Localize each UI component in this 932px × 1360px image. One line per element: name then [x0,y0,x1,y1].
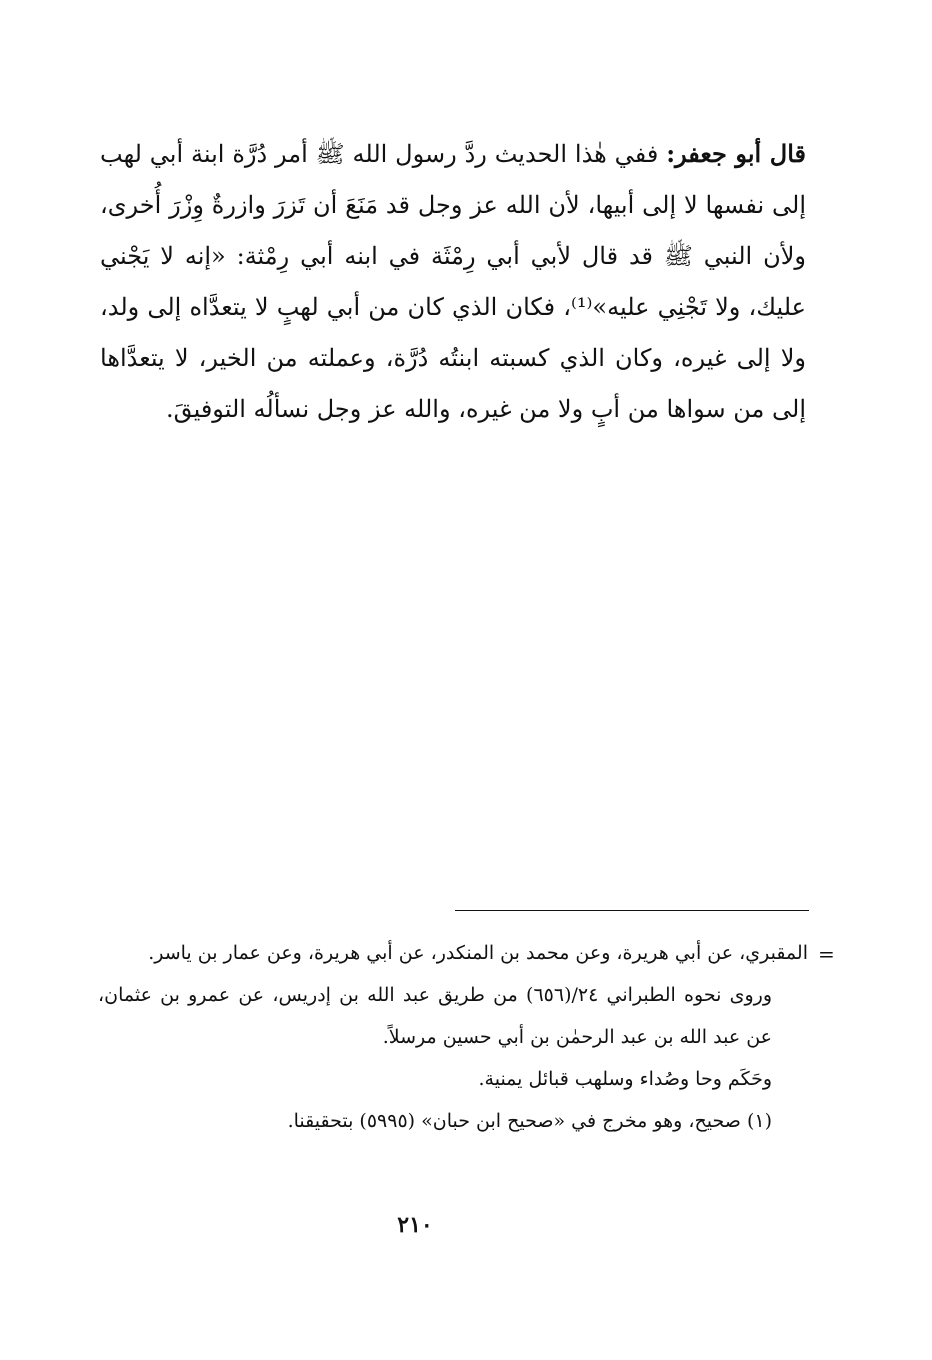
footnotes-section [98,932,808,1142]
paragraph-body [100,128,806,435]
footnote-continuation-mark: = [818,942,835,966]
footnote-1: (١) صحيح، وهو مخرج في «صحيح ابن حبان» (٥٩٩٥) بتحقيقنا. [287,1110,772,1132]
speaker-label: قال أبو جعفر: [666,139,806,168]
footnote-tribes-text: وحَكَم وحا وصُداء وسلهب قبائل يمنية. [478,1068,772,1090]
footnote-separator [455,910,809,911]
paragraph-text: ففي هٰذا الحديث ردَّ رسول الله ﷺ أمر دُرَّة ابنة أبي لهب إلى نفسها لا إلى أبيها، لأن الله عز وجل قد مَنَعَ أن تَزرَ وازرةٌ وِزْرَ أُخرى، ولأن النبي ﷺ قد قال لأبي أبي رِمْثَة في ابنه أبي رِمْثة: «إنه لا يَجْني عليك، ولا تَجْنِي عليه»⁽¹⁾، فكان الذي كان من أبي لهبٍ لا يتعدَّاه إلى ولد، ولا إلى غيره، وكان الذي كسبته ابنتُه دُرَّة، وعملته من الخير، لا يتعدَّاها إلى من سواها من أبٍ ولا من غيره، والله عز وجل نسألُه التوفيقَ. [100,140,806,423]
footnote-continued-text: المقبري، عن أبي هريرة، وعن محمد بن المنكدر، عن أبي هريرة، وعن عمار بن ياسر. [148,942,808,964]
footnote-tabarani-text: وروى نحوه الطبراني ٢٤/(٦٥٦) من طريق عبد الله بن إدريس، عن عمرو بن عثمان، عن عبد الله بن عبد الرحمٰن بن أبي حسين مرسلاً. [98,984,772,1048]
page-number: ٢١٠ [397,1212,433,1238]
main-paragraph [100,128,806,435]
